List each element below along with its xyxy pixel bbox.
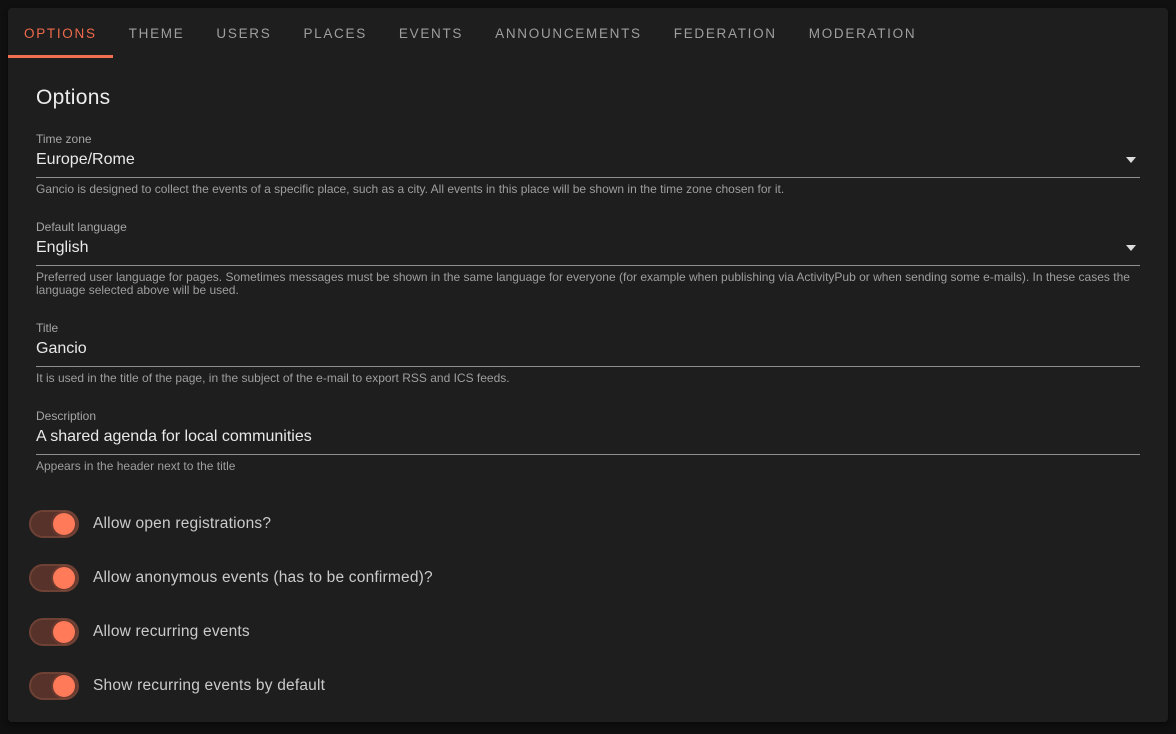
options-switch-list [29, 497, 1140, 713]
switch-label: Allow recurring events [93, 623, 250, 640]
tab-federation[interactable] [658, 8, 793, 58]
chevron-down-icon [1126, 245, 1136, 251]
admin-tab-bar [8, 8, 1168, 58]
field-label: Time zone [36, 132, 92, 146]
tab-label: MODERATION [808, 25, 917, 41]
switch-knob [53, 621, 75, 643]
tab-label: OPTIONS [24, 25, 97, 41]
tab-events[interactable] [383, 8, 479, 58]
switch-row [29, 497, 1140, 551]
field-helper-text: Gancio is designed to collect the events of a specific place, such as a city. All events in this place will be shown in the time zone chosen for it. [36, 182, 785, 196]
language-select[interactable] [36, 238, 1140, 266]
tab-label: THEME [128, 25, 185, 41]
switch-row [29, 659, 1140, 713]
switch-row [29, 551, 1140, 605]
tab-places[interactable] [287, 8, 382, 58]
selected-value: English [36, 239, 89, 256]
switch-row [29, 605, 1140, 659]
tab-label: USERS [216, 25, 272, 41]
tab-label: FEDERATION [673, 25, 777, 41]
description-input[interactable] [36, 427, 1140, 455]
field-label: Description [36, 409, 97, 423]
switch-knob [53, 513, 75, 535]
options-panel [8, 58, 1168, 713]
field-label: Default language [36, 220, 127, 234]
field-helper-text: Preferred user language for pages. Sometimes messages must be shown in the same language for everyone (for example when publishing via ActivityPub or when sending some e-mails). In these cases the language selected above will be used. [36, 270, 1130, 297]
timezone-field [36, 132, 1140, 196]
tab-label: PLACES [303, 25, 367, 41]
toggle-show-recurring-default[interactable] [29, 672, 79, 700]
timezone-select[interactable] [36, 150, 1140, 178]
tab-users[interactable] [200, 8, 287, 58]
language-field [36, 220, 1140, 297]
tab-announcements[interactable] [479, 8, 658, 58]
selected-value: Europe/Rome [36, 151, 135, 168]
chevron-down-icon [1126, 157, 1136, 163]
field-helper-text: Appears in the header next to the title [36, 459, 236, 473]
switch-label: Allow open registrations? [93, 515, 272, 532]
tab-options[interactable] [8, 8, 113, 58]
switch-label: Allow anonymous events (has to be confirmed)? [93, 569, 433, 586]
field-label: Title [36, 321, 59, 335]
field-helper-text: It is used in the title of the page, in the subject of the e-mail to export RSS and ICS feeds. [36, 371, 510, 385]
toggle-recurring-events[interactable] [29, 618, 79, 646]
switch-knob [53, 567, 75, 589]
page-title: Options [36, 86, 111, 109]
title-field [36, 321, 1140, 385]
title-input[interactable] [36, 339, 1140, 367]
tab-label: EVENTS [398, 25, 464, 41]
toggle-anonymous-events[interactable] [29, 564, 79, 592]
admin-settings-card [8, 8, 1168, 722]
tab-moderation[interactable] [793, 8, 933, 58]
tab-theme[interactable] [113, 8, 201, 58]
description-field [36, 409, 1140, 473]
switch-label: Show recurring events by default [93, 677, 326, 694]
tab-label: ANNOUNCEMENTS [495, 25, 642, 41]
toggle-open-registrations[interactable] [29, 510, 79, 538]
active-tab-underline [8, 55, 113, 58]
switch-knob [53, 675, 75, 697]
